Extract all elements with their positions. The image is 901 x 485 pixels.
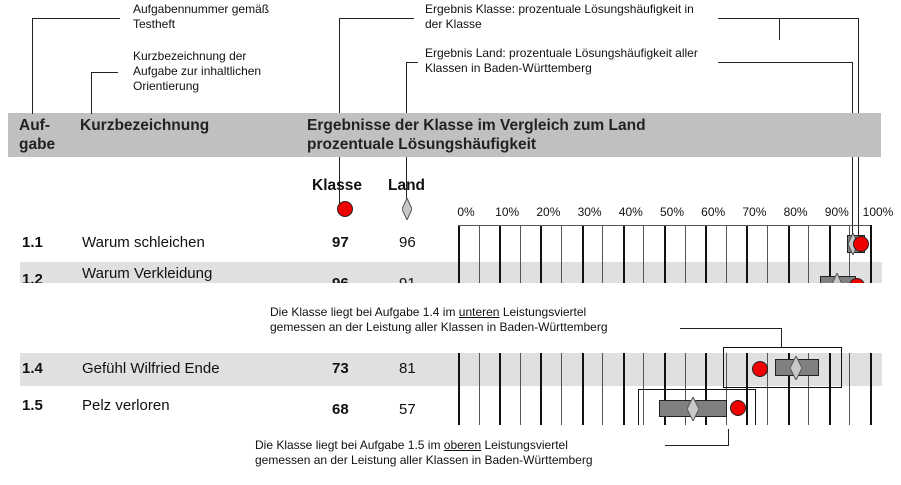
- land-value: 91: [399, 275, 416, 292]
- task-number: 1.1: [22, 234, 43, 251]
- header-task: Auf- gabe: [19, 117, 56, 153]
- task-name: Warum schleichen: [82, 234, 205, 251]
- callout-line: [339, 18, 414, 19]
- x-tick-label: 50%: [659, 205, 685, 219]
- task-name: Warum Verkleidung: [82, 265, 213, 282]
- task-name: Pelz verloren: [82, 397, 170, 414]
- land-diamond-icon: [687, 397, 699, 421]
- note-line: [781, 328, 782, 347]
- callout-line: [718, 18, 780, 19]
- axis-line: [458, 225, 870, 226]
- note-task-1-4: Die Klasse liegt bei Aufgabe 1.4 im unteren Leistungsviertel gemessen an der Leistung aller Klassen in Baden-Württemberg: [270, 305, 608, 334]
- x-tick-label: 70%: [742, 205, 767, 219]
- callout-line: [718, 62, 776, 63]
- note-line: [680, 328, 782, 329]
- klasse-value: 96: [332, 275, 349, 292]
- klasse-dot-icon: [730, 400, 746, 416]
- callout-class-result: Ergebnis Klasse: prozentuale Lösungshäufigkeit in der Klasse: [425, 2, 694, 31]
- callout-line: [32, 18, 120, 19]
- land-value: 57: [399, 401, 416, 418]
- x-tick-label: 10%: [495, 205, 520, 219]
- callout-line: [91, 72, 118, 73]
- legend-land-diamond-icon: [402, 198, 412, 220]
- callout-line-land: [776, 62, 853, 63]
- callout-line-klasse: [779, 18, 859, 19]
- note-line: [728, 429, 729, 446]
- callout-line: [32, 100, 33, 114]
- land-value: 96: [399, 234, 416, 251]
- callout-line: [91, 100, 92, 114]
- klasse-value: 97: [332, 234, 349, 251]
- task-number: 1.2: [22, 271, 43, 288]
- task-number: 1.5: [22, 397, 43, 414]
- legend-klasse-dot-icon: [337, 201, 353, 217]
- x-tick-label: 100%: [862, 205, 894, 219]
- land-diamond-icon: [790, 356, 802, 380]
- task-number: 1.4: [22, 360, 43, 377]
- note-task-1-5: Die Klasse liegt bei Aufgabe 1.5 im oberen Leistungsviertel gemessen an der Leistung aller Klassen in Baden-Württemberg: [255, 438, 593, 467]
- x-tick-label: 40%: [618, 205, 643, 219]
- x-tick-label: 90%: [824, 205, 849, 219]
- callout-state-result: Ergebnis Land: prozentuale Lösungshäufigkeit aller Klassen in Baden-Württemberg: [425, 46, 698, 75]
- callout-short-name: Kurzbezeichnung der Aufgabe zur inhaltlichen Orientierung: [133, 49, 262, 93]
- task-name: Gefühl Wilfried Ende: [82, 360, 220, 377]
- torn-paper-edge: [0, 425, 901, 439]
- callout-line: [32, 18, 33, 113]
- header-results: Ergebnisse der Klasse im Vergleich zum Land prozentuale Lösungshäufigkeit: [307, 117, 646, 153]
- klasse-dot-icon: [752, 361, 768, 377]
- callout-line: [406, 62, 418, 63]
- header-name: Kurzbezeichnung: [80, 117, 210, 134]
- note-line: [665, 445, 729, 446]
- x-tick-label: 0%: [457, 205, 475, 219]
- callout-line: [779, 18, 780, 40]
- legend-land-label: Land: [388, 177, 426, 194]
- x-tick-label: 20%: [536, 205, 561, 219]
- legend-klasse-label: Klasse: [312, 177, 362, 194]
- callout-task-number: Aufgabennummer gemäß Testheft: [133, 2, 270, 31]
- x-tick-label: 60%: [701, 205, 726, 219]
- klasse-value: 73: [332, 360, 349, 377]
- land-value: 81: [399, 360, 416, 377]
- klasse-value: 68: [332, 401, 349, 418]
- klasse-dot-icon: [853, 236, 869, 252]
- x-tick-label: 30%: [577, 205, 602, 219]
- x-tick-label: 80%: [783, 205, 808, 219]
